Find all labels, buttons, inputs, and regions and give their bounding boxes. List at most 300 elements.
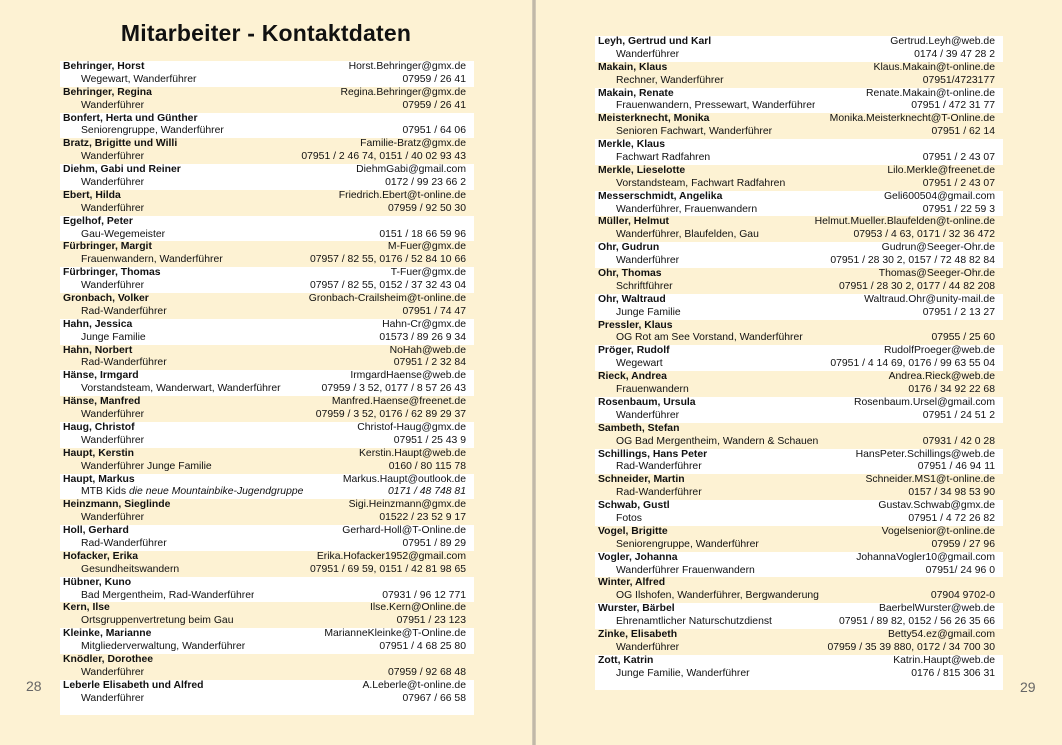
contact-role-row — [595, 229, 1003, 242]
contact-phone: 07951 / 2 43 07 — [922, 152, 995, 164]
contact-role-text: Gau-Wegemeister — [81, 228, 166, 240]
contact-name-row — [595, 320, 1003, 333]
contact-name: Heinzmann, Sieglinde — [63, 499, 171, 511]
contact-email[interactable]: BaerbelWurster@web.de — [878, 603, 995, 615]
contact-role — [598, 332, 803, 345]
contact-phone: 01522 / 23 52 9 17 — [379, 512, 466, 524]
contact-entry — [595, 552, 1003, 578]
contact-role-row — [595, 436, 1003, 449]
contact-name: Fürbringer, Thomas — [63, 267, 161, 279]
contact-entry — [595, 474, 1003, 500]
contact-role-row — [60, 357, 474, 370]
contact-role — [63, 615, 233, 628]
contact-name: Bonfert, Herta und Günther — [63, 112, 198, 124]
contact-name: Diehm, Gabi und Reiner — [63, 164, 181, 176]
contact-role — [63, 409, 144, 422]
contact-phone: 07953 / 4 63, 0171 / 32 36 472 — [853, 229, 995, 241]
contact-role-row — [60, 409, 474, 422]
contact-role — [598, 75, 724, 88]
contact-name: Pröger, Rudolf — [598, 345, 670, 357]
contact-name-row — [595, 165, 1003, 178]
contact-phone: 07904 9702-0 — [930, 590, 995, 602]
contact-phone: 07959 / 27 96 — [931, 538, 995, 550]
contact-email[interactable]: Sigi.Heinzmann@gmx.de — [348, 499, 466, 511]
contact-email[interactable]: Gustav.Schwab@gmx.de — [878, 500, 995, 512]
contact-role-text: Wanderführer — [616, 48, 680, 60]
contact-role — [598, 100, 815, 113]
contact-name-row — [60, 87, 474, 100]
contact-role-text: MTB Kids — [81, 486, 127, 498]
contact-role-text: Senioren Fachwart, Wanderführer — [616, 126, 773, 138]
contact-entry — [60, 577, 474, 603]
contact-name: Behringer, Horst — [63, 61, 145, 72]
contact-role-row — [60, 486, 474, 499]
contact-role-text: Ehrenamtlicher Naturschutzdienst — [616, 616, 772, 628]
contact-entry — [595, 449, 1003, 475]
contact-role — [598, 358, 663, 371]
contact-email[interactable]: Schneider.MS1@t-online.de — [865, 474, 995, 486]
contact-phone: 07951 / 89 29 — [402, 537, 466, 549]
contact-name: Schwab, Gustl — [598, 500, 670, 512]
contact-role-text: Rad-Wanderführer — [81, 537, 167, 549]
contact-phone: 07951 / 23 123 — [396, 615, 466, 627]
contact-role-row — [595, 565, 1003, 578]
contact-role-row — [595, 616, 1003, 629]
contact-phone: 07951 / 22 59 3 — [922, 203, 995, 215]
contact-email[interactable]: NoHah@web.de — [389, 344, 466, 356]
contact-phone: 07951 / 24 51 2 — [922, 409, 995, 421]
contact-email[interactable]: Christof-Haug@gmx.de — [357, 421, 466, 433]
contact-role — [63, 151, 144, 164]
contact-role-row — [595, 152, 1003, 165]
contact-role-text: Wanderführer, Frauenwandern — [616, 203, 758, 215]
contact-role-text: Gesundheitswandern — [81, 563, 180, 575]
contact-role-text: Junge Familie — [81, 331, 146, 343]
contact-table-right — [595, 36, 1003, 690]
contact-phone: 07951 / 69 59, 0151 / 42 81 98 65 — [310, 563, 466, 575]
contact-name: Kern, Ilse — [63, 602, 110, 614]
contact-name: Hübner, Kuno — [63, 576, 132, 588]
contact-role — [598, 436, 818, 449]
contact-email[interactable]: Horst.Behringer@gmx.de — [348, 61, 466, 72]
contact-role — [63, 693, 144, 706]
contact-email[interactable]: Klaus.Makain@t-online.de — [873, 61, 995, 73]
contact-role-row — [60, 590, 474, 603]
contact-role-text: OG Ilshofen, Wanderführer, Bergwanderung — [616, 590, 819, 602]
contact-name: Zott, Katrin — [598, 654, 654, 666]
contact-entry — [60, 113, 474, 139]
contact-role-row — [595, 178, 1003, 191]
contact-role-row — [595, 332, 1003, 345]
contact-entry — [595, 500, 1003, 526]
contact-role-row — [60, 177, 474, 190]
contact-name-row — [595, 655, 1003, 668]
contact-email[interactable]: Markus.Haupt@outlook.de — [342, 473, 466, 485]
contact-entry — [60, 396, 474, 422]
contact-role — [63, 177, 144, 190]
contact-email[interactable]: Vogelsenior@t-online.de — [881, 525, 995, 537]
contact-email[interactable]: Thomas@Seeger-Ohr.de — [878, 268, 995, 280]
contact-email[interactable]: DiehmGabi@gmail.com — [356, 164, 466, 176]
contact-role — [63, 383, 281, 396]
contact-email[interactable]: HansPeter.Schillings@web.de — [855, 448, 995, 460]
contact-entry — [60, 345, 474, 371]
contact-phone: 07951 / 46 94 11 — [917, 461, 995, 473]
contact-email[interactable]: Renate.Makain@t-online.de — [866, 87, 995, 99]
contact-name-row — [595, 113, 1003, 126]
contact-role-text: Wanderführer — [81, 151, 145, 163]
contact-email[interactable]: Gronbach-Crailsheim@t-online.de — [308, 293, 466, 305]
contact-role-text: OG Bad Mergentheim, Wandern & Schauen — [616, 435, 819, 447]
contact-role-text: Wanderführer — [616, 641, 680, 653]
contact-phone: 07951 / 2 43 07 — [922, 177, 995, 189]
contact-email[interactable]: Helmut.Mueller.Blaufelden@t-online.de — [814, 216, 995, 228]
contact-role — [63, 641, 245, 654]
contact-role — [63, 100, 144, 113]
contact-role-text: Wanderführer — [81, 177, 145, 189]
contact-phone: 07951/4723177 — [922, 74, 995, 86]
contact-role — [63, 254, 223, 267]
contact-role-row — [595, 49, 1003, 62]
contact-name-row — [595, 449, 1003, 462]
contact-role — [598, 49, 679, 62]
contact-name-row — [60, 396, 474, 409]
contact-role-row — [595, 513, 1003, 526]
contact-email[interactable]: Andrea.Rieck@web.de — [888, 371, 995, 383]
contact-phone: 07955 / 25 60 — [931, 332, 995, 344]
contact-role — [598, 565, 755, 578]
contact-phone: 07951 / 64 06 — [402, 125, 466, 137]
contact-name: Rieck, Andrea — [598, 371, 667, 383]
contact-entry — [595, 165, 1003, 191]
contact-phone: 07951 / 2 32 84 — [393, 357, 466, 369]
contact-email[interactable]: M-Fuer@gmx.de — [387, 241, 466, 253]
contact-entry — [60, 293, 474, 319]
contact-role-row — [60, 615, 474, 628]
contact-entry — [60, 448, 474, 474]
contact-role — [63, 590, 254, 603]
contact-role-text: Schriftführer — [616, 280, 673, 292]
contact-entry — [60, 551, 474, 577]
contact-role — [63, 203, 144, 216]
contact-email[interactable]: RudolfProeger@web.de — [883, 345, 995, 357]
contact-email[interactable]: Erika.Hofacker1952@gmail.com — [316, 550, 466, 562]
contact-name: Hahn, Jessica — [63, 318, 133, 330]
contact-phone: 01573 / 89 26 9 34 — [379, 331, 466, 343]
contact-entry — [60, 499, 474, 525]
contact-name-row — [595, 603, 1003, 616]
contact-phone: 0176 / 34 92 22 68 — [908, 384, 995, 396]
contact-role-row — [595, 307, 1003, 320]
contact-name: Meisterknecht, Monika — [598, 113, 710, 125]
contact-role-row — [595, 204, 1003, 217]
contact-role — [598, 487, 702, 500]
contact-name: Gronbach, Volker — [63, 293, 149, 305]
contact-role — [63, 74, 197, 87]
contact-role-row — [60, 538, 474, 551]
contact-phone: 07931 / 42 0 28 — [922, 435, 995, 447]
contact-role-text: Wanderführer — [81, 666, 145, 678]
contact-role — [63, 461, 212, 474]
contact-role — [63, 512, 144, 525]
contact-email[interactable]: A.Leberle@t-online.de — [362, 679, 466, 691]
contact-name: Hänse, Manfred — [63, 396, 141, 408]
contact-entry — [595, 577, 1003, 603]
contact-role-row — [60, 306, 474, 319]
contact-role-text: Junge Familie, Wanderführer — [616, 667, 750, 679]
contact-email[interactable]: Kerstin.Haupt@web.de — [358, 447, 466, 459]
contact-role-text: Wanderführer Frauenwandern — [616, 564, 755, 576]
contact-phone: 07951 / 28 30 2, 0177 / 44 82 208 — [839, 280, 995, 292]
contact-name-row — [60, 61, 474, 74]
contact-name-row — [595, 345, 1003, 358]
contact-entry — [595, 655, 1003, 681]
contact-name: Merkle, Lieselotte — [598, 164, 686, 176]
contact-role — [598, 152, 710, 165]
contact-name-row — [595, 526, 1003, 539]
contact-role-row — [60, 74, 474, 87]
contact-email[interactable]: T-Fuer@gmx.de — [390, 267, 466, 279]
contact-email[interactable]: Rosenbaum.Ursel@gmail.com — [853, 396, 995, 408]
contact-name: Holl, Gerhard — [63, 525, 129, 537]
contact-name: Pressler, Klaus — [598, 319, 673, 331]
contact-email[interactable]: Gerhard-Holl@T-Online.de — [342, 525, 466, 537]
contact-name-row — [595, 474, 1003, 487]
contact-role-row — [60, 100, 474, 113]
contact-email[interactable]: IrmgardHaense@web.de — [350, 370, 466, 382]
contact-name: Ohr, Thomas — [598, 268, 662, 280]
contact-role-row — [595, 384, 1003, 397]
contact-role-text: Wanderführer — [81, 99, 145, 111]
contact-name-row — [60, 525, 474, 538]
contact-role-row — [595, 75, 1003, 88]
contact-role-text: Wanderführer — [81, 280, 145, 292]
contact-email[interactable]: Monika.Meisterknecht@T-Online.de — [829, 113, 995, 125]
contact-role — [598, 513, 642, 526]
contact-phone: 07951 / 4 68 25 80 — [379, 641, 466, 653]
contact-role-row — [60, 125, 474, 138]
contact-email[interactable]: MarianneKleinke@T-Online.de — [324, 628, 466, 640]
contact-phone: 0171 / 48 748 81 — [387, 486, 466, 498]
contact-name: Haupt, Kerstin — [63, 447, 135, 459]
contact-entry — [60, 422, 474, 448]
contact-role-text: Junge Familie — [616, 306, 681, 318]
contact-role-text: Fotos — [616, 512, 642, 524]
contact-phone: 07959 / 3 52, 0177 / 8 57 26 43 — [321, 383, 466, 395]
contact-role — [63, 538, 167, 551]
contact-role-row — [60, 151, 474, 164]
contact-name-row — [595, 423, 1003, 436]
contact-phone: 07951 / 28 30 2, 0157 / 72 48 82 84 — [830, 255, 995, 267]
contact-role-text: Seniorengruppe, Wanderführer — [81, 125, 224, 137]
contact-phone: 07959 / 35 39 880, 0172 / 34 700 30 — [827, 641, 995, 653]
contact-phone: 07957 / 82 55, 0152 / 37 32 43 04 — [310, 280, 466, 292]
contact-name-row — [595, 371, 1003, 384]
contact-entry — [595, 603, 1003, 629]
contact-email[interactable]: Geli600504@gmail.com — [883, 190, 995, 202]
contact-email[interactable]: Familie-Bratz@gmx.de — [360, 138, 466, 150]
contact-role — [598, 410, 679, 423]
contact-phone: 0160 / 80 115 78 — [388, 460, 466, 472]
contact-phone: 07967 / 66 58 — [402, 692, 466, 704]
contact-role — [598, 126, 772, 139]
contact-email[interactable]: Ilse.Kern@Online.de — [369, 602, 466, 614]
contact-entry — [595, 191, 1003, 217]
contact-name-row — [60, 474, 474, 487]
contact-role-text: Ortsgruppenvertretung beim Gau — [81, 615, 234, 627]
contact-role-row — [60, 667, 474, 680]
contact-role-text: Wegewart, Wanderführer — [81, 73, 197, 85]
contact-phone: 0174 / 39 47 28 2 — [914, 48, 995, 60]
contact-entry — [595, 345, 1003, 371]
contact-phone: 07951 / 4 72 26 82 — [908, 512, 995, 524]
contact-name: Müller, Helmut — [598, 216, 670, 228]
contact-role-text: Wanderführer — [81, 512, 145, 524]
contact-role-text: Rad-Wanderführer — [81, 357, 167, 369]
contact-email[interactable]: Regina.Behringer@gmx.de — [340, 86, 466, 98]
contact-role-text: Fachwart Radfahren — [616, 152, 711, 164]
contact-name-row — [595, 62, 1003, 75]
contact-entry — [595, 88, 1003, 114]
contact-name-row — [595, 88, 1003, 101]
contact-role-text: Rad-Wanderführer — [616, 487, 702, 499]
contact-phone: 07951 / 74 47 — [402, 305, 466, 317]
contact-role-text: Vorstandsteam, Wanderwart, Wanderführer — [81, 383, 281, 395]
contact-role-row — [60, 203, 474, 216]
contact-phone: 07951 / 4 14 69, 0176 / 99 63 55 04 — [830, 358, 995, 370]
contact-entry — [595, 36, 1003, 62]
contact-role-row — [595, 255, 1003, 268]
contact-phone: 07931 / 96 12 771 — [382, 589, 466, 601]
contact-role-text: Wanderführer, Blaufelden, Gau — [616, 229, 759, 241]
contact-role — [598, 229, 759, 242]
contact-role-row — [60, 641, 474, 654]
contact-phone: 07959 / 3 52, 0176 / 62 89 29 37 — [315, 409, 466, 421]
contact-name: Messerschmidt, Angelika — [598, 190, 723, 202]
contact-role-text: Frauenwandern, Pressewart, Wanderführer — [616, 100, 816, 112]
contact-role-row — [595, 642, 1003, 655]
contact-role-row — [595, 590, 1003, 603]
contact-entry — [595, 242, 1003, 268]
contact-role — [63, 280, 144, 293]
page-number-right: 29 — [1020, 679, 1036, 695]
contact-email[interactable]: Gertrud.Leyh@web.de — [890, 36, 995, 47]
contact-entry — [60, 216, 474, 242]
contact-name: Haupt, Markus — [63, 473, 135, 485]
contact-name: Schneider, Martin — [598, 474, 685, 486]
contact-name: Wurster, Bärbel — [598, 603, 675, 615]
contact-name: Haug, Christof — [63, 421, 135, 433]
contact-phone: 07951/ 24 96 0 — [925, 564, 995, 576]
contact-role-italic: die neue Mountainbike-Jugendgruppe — [128, 486, 304, 498]
contact-name-row — [60, 602, 474, 615]
contact-role-text: Rechner, Wanderführer — [616, 74, 724, 86]
contact-entry — [595, 397, 1003, 423]
contact-entry — [60, 525, 474, 551]
page-title: Mitarbeiter - Kontaktdaten — [120, 20, 412, 46]
contact-phone: 07959 / 92 68 48 — [387, 666, 466, 678]
contact-role-row — [60, 280, 474, 293]
contact-entry — [595, 526, 1003, 552]
contact-entry — [595, 216, 1003, 242]
contact-entry — [60, 61, 474, 87]
contact-role — [598, 642, 679, 655]
contact-name-row — [60, 345, 474, 358]
contact-role — [63, 306, 167, 319]
contact-phone: 07959 / 92 50 30 — [387, 202, 466, 214]
contact-name-row — [60, 577, 474, 590]
contact-role — [598, 384, 689, 397]
contact-role-row — [60, 693, 474, 706]
contact-email[interactable]: JohannaVogler10@gmail.com — [856, 551, 995, 563]
contact-name-row — [595, 552, 1003, 565]
contact-name: Sambeth, Stefan — [598, 422, 680, 434]
contact-phone: 07959 / 26 41 — [402, 99, 466, 111]
contact-role — [598, 668, 750, 681]
contact-name-row — [60, 680, 474, 693]
contact-entry — [60, 654, 474, 680]
contact-entry — [60, 680, 474, 706]
contact-entry — [60, 87, 474, 113]
contact-entry — [60, 190, 474, 216]
contact-name-row — [595, 191, 1003, 204]
contact-name: Egelhof, Peter — [63, 215, 133, 227]
contact-role-text: Wanderführer — [81, 409, 145, 421]
contact-phone: 07951 / 89 82, 0152 / 56 26 35 66 — [839, 616, 995, 628]
contact-role — [598, 461, 702, 474]
contact-name-row — [60, 422, 474, 435]
contact-name: Makain, Renate — [598, 87, 674, 99]
contact-email[interactable]: Gudrun@Seeger-Ohr.de — [881, 242, 995, 254]
contact-role-text: Wanderführer — [81, 202, 145, 214]
contact-phone: 07959 / 26 41 — [402, 73, 466, 85]
contact-role — [63, 486, 303, 499]
contact-email[interactable]: Betty54.ez@gmail.com — [888, 628, 995, 640]
contact-name: Bratz, Brigitte und Willi — [63, 138, 178, 150]
contact-role-text: OG Rot am See Vorstand, Wanderführer — [616, 332, 803, 344]
contact-name: Ebert, Hilda — [63, 189, 121, 201]
contact-entry — [60, 602, 474, 628]
contact-name-row — [60, 293, 474, 306]
contact-role-row — [595, 487, 1003, 500]
contact-name-row — [60, 216, 474, 229]
contact-email[interactable]: Katrin.Haupt@web.de — [893, 654, 995, 666]
contact-phone: 0151 / 18 66 59 96 — [379, 228, 466, 240]
contact-entry — [60, 138, 474, 164]
contact-name-row — [595, 216, 1003, 229]
contact-entry — [60, 628, 474, 654]
contact-role — [598, 616, 772, 629]
contact-name: Fürbringer, Margit — [63, 241, 152, 253]
contact-email[interactable]: Manfred.Haense@freenet.de — [331, 396, 466, 408]
contact-name-row — [595, 294, 1003, 307]
contact-entry — [595, 423, 1003, 449]
contact-email[interactable]: Friedrich.Ebert@t-online.de — [338, 189, 466, 201]
contact-role-row — [60, 254, 474, 267]
contact-name: Leyh, Gertrud und Karl — [598, 36, 712, 47]
contact-email[interactable]: Lilo.Merkle@freenet.de — [887, 164, 995, 176]
contact-role — [598, 281, 673, 294]
contact-email[interactable]: Hahn-Cr@gmx.de — [382, 318, 466, 330]
contact-name: Ohr, Waltraud — [598, 293, 666, 305]
contact-name: Merkle, Klaus — [598, 139, 665, 151]
contact-entry — [595, 62, 1003, 88]
contact-name: Vogel, Brigitte — [598, 525, 668, 537]
contact-role-text: Frauenwandern — [616, 384, 689, 396]
contact-name-row — [595, 629, 1003, 642]
contact-entry — [60, 370, 474, 396]
contact-email[interactable]: Waltraud.Ohr@unity-mail.de — [864, 293, 995, 305]
